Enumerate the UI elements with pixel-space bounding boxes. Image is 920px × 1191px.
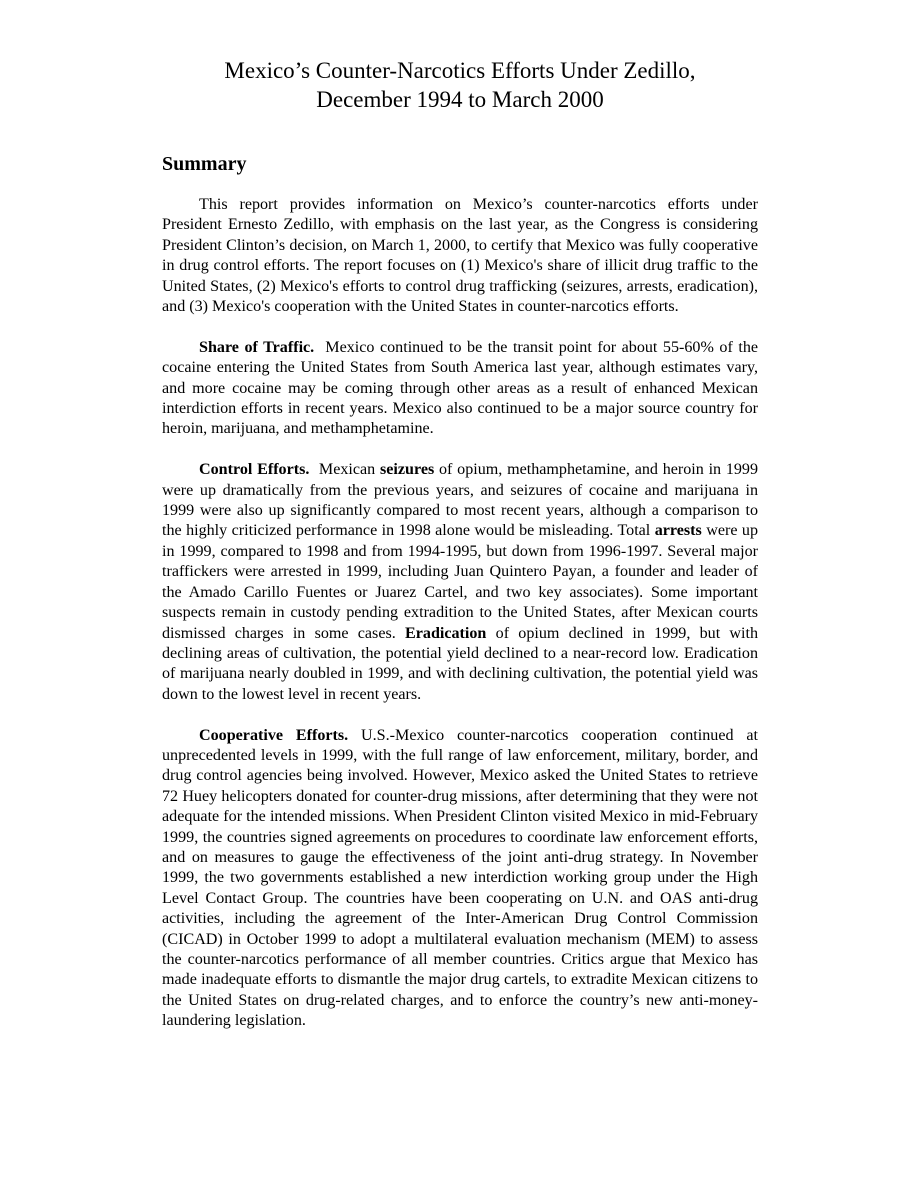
lead-control-efforts: Control Efforts. (199, 461, 310, 479)
cooperative-text: U.S.-Mexico counter-narcotics cooperation continued at unprecedented levels in 1999, with the full range of law enforcement, military, border, and drug control agencies being involved. However, Mexico asked the United States to retrieve 72 Huey helicopters donated for counter-drug missions, after determining that they were not adequate for the intended missions. When President Clinton visited Mexico in mid-February 1999, the countries signed agreements on procedures to coordinate law enforcement efforts, and on measures to gauge the effectiveness of the joint anti-drug strategy. In November 1999, the two governments established a new interdiction working group under the High Level Contact Group. The countries have been cooperating on U.N. and OAS anti-drug activities, including the agreement of the Inter-American Drug Control Commission (CICAD) in October 1999 to adopt a multilateral evaluation mechanism (MEM) to assess the counter-narcotics performance of all member countries. Critics argue that Mexico has made inadequate efforts to dismantle the major drug cartels, to extradite Mexican citizens to the United States on drug-related charges, and to enforce the country’s new anti-money-laundering legislation. (162, 726, 758, 1030)
document-page (162, 56, 758, 1052)
title-line-1: Mexico’s Counter-Narcotics Efforts Under Zedillo, (224, 58, 696, 83)
lead-share-of-traffic: Share of Traffic. (199, 338, 315, 356)
paragraph-intro: This report provides information on Mexico’s counter-narcotics efforts under President Ernesto Zedillo, with emphasis on the last year, as the Congress is considering President Clinton’s decision, on March 1, 2000, to certify that Mexico was fully cooperative in drug control efforts. The report focuses on (1) Mexico's share of illicit drug traffic to the United States, (2) Mexico's efforts to control drug trafficking (seizures, arrests, eradication), and (3) Mexico's cooperation with the United States in counter-narcotics efforts. (162, 196, 758, 316)
share-text: Mexico continued to be the transit point for about 55-60% of the cocaine entering the United States from South America last year, although estimates vary, and more cocaine may be coming through other areas as a result of enhanced Mexican interdiction efforts in recent years. Mexico also continued to be a major source country for heroin, marijuana, and methamphetamine. (162, 338, 759, 438)
keyword-seizures: seizures (380, 461, 435, 479)
keyword-arrests: arrests (654, 522, 702, 540)
paragraph-share-of-traffic (162, 338, 758, 440)
control-text-2: of opium, methamphetamine, and heroin in 1999 were up dramatically from the previous years, and seizures of cocaine and marijuana in 1999 were also up significantly compared to most recent years, although a comparison to the highly criticized performance in 1998 alone would be misleading. Total (162, 461, 759, 540)
document-title (162, 56, 758, 114)
keyword-eradication: Eradication (405, 624, 487, 642)
paragraph-control-efforts (162, 460, 758, 705)
title-line-2: December 1994 to March 2000 (316, 87, 604, 112)
lead-cooperative-efforts: Cooperative Efforts. (199, 726, 349, 744)
section-heading-summary: Summary (162, 153, 247, 175)
control-text-3: were up in 1999, compared to 1998 and from 1994-1995, but down from 1996-1997. Several major traffickers were arrested in 1999, including Juan Quintero Payan, a founder and leader of the Amado Carillo Fuentes or Juarez Cartel, and two key associates). Some important suspects remain in custody pending extradition to the United States, after Mexican courts dismissed charges in some cases. (162, 522, 758, 642)
paragraph-cooperative-efforts (162, 726, 758, 1032)
control-text-4: of opium declined in 1999, but with declining areas of cultivation, the potential yield declined to a near-record low. Eradication of marijuana nearly doubled in 1999, and with declining cultivation, the potential yield was down to the lowest level in recent years. (162, 624, 759, 703)
control-text-1: Mexican (318, 461, 376, 479)
